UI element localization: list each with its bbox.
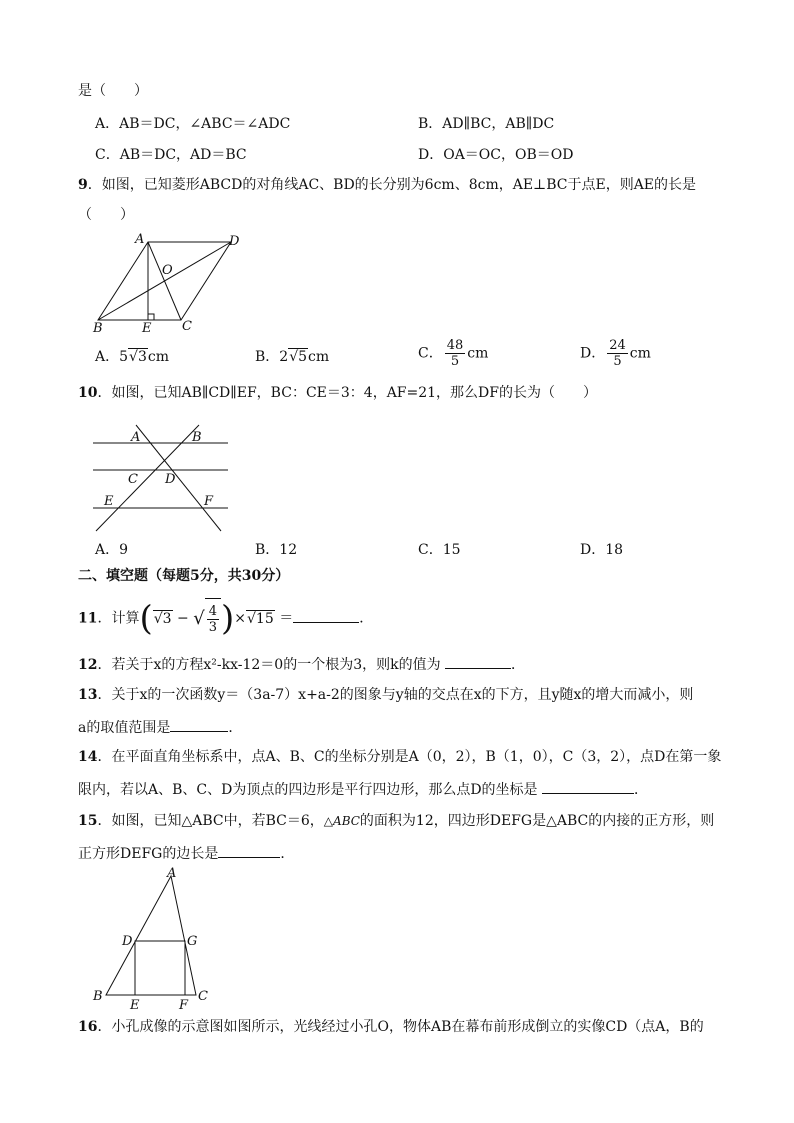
q9-label-o: O	[162, 263, 173, 278]
q15-label-a: A	[167, 866, 177, 881]
q8-option-a: A．AB＝DC，∠ABC＝∠ADC	[95, 116, 291, 132]
q15-triangle: △ABC	[323, 814, 360, 828]
q9-option-d: D． $\frac{24}{5}$ cm	[580, 338, 651, 369]
q10-option-a: A．9	[95, 542, 129, 558]
q8-option-c: C．AB＝DC，AD＝BC	[95, 147, 247, 163]
q15-stem	[78, 812, 714, 830]
q11-stem: 11．计算(√3 − √ $\frac{4}{3}$ )×√15 ＝ ．	[78, 598, 374, 639]
q11-fraction: $\frac{4}{3}$	[208, 603, 217, 635]
q13-answer-blank[interactable]	[170, 717, 228, 732]
q9-text: ．如图，已知菱形ABCD的对角线AC、BD的长分别为6cm、8cm，AE⊥BC于点E，则AE的长是	[87, 177, 697, 193]
q14-number: 14	[78, 749, 98, 765]
q13-text: ．关于x的一次函数y＝（3a-7）x+a-2的图象与y轴的交点在x的下方，且y随x的增大而减小，则	[97, 687, 694, 703]
q10-label-d: D	[165, 472, 176, 487]
q15-line2: 正方形DEFG的边长是 ．	[78, 843, 294, 863]
q9-label-a: A	[135, 232, 145, 247]
q13-number: 13	[78, 687, 98, 703]
q8-option-b: B．AD∥BC，AB∥DC	[418, 116, 555, 132]
q10-option-d: D．18	[580, 542, 624, 558]
q14-line2: 限内，若以A、B、C、D为顶点的四边形是平行四边形，那么点D的坐标是 ．	[78, 779, 648, 799]
q14-answer-blank[interactable]	[542, 779, 634, 794]
q10-label-c: C	[128, 472, 138, 487]
q14-stem	[78, 748, 721, 766]
q12-number: 12	[78, 657, 98, 673]
q12-stem: 12．若关于x的方程x²-kx-12＝0的一个根为3，则k的值为 ．	[78, 654, 525, 674]
q9-number: 9	[78, 177, 88, 193]
section-2-title: 二、填空题（每题5分，共30分）	[78, 568, 290, 584]
q9-stem	[78, 176, 696, 194]
q15-label-d: D	[122, 934, 133, 949]
q16-stem	[78, 1018, 704, 1036]
q16-number: 16	[78, 1019, 98, 1035]
q8-option-d: D．OA＝OC，OB＝OD	[418, 147, 574, 163]
q15-text-b: 的面积为12，四边形DEFG是△ABC的内接的正方形，则	[359, 813, 715, 829]
q10-stem	[78, 384, 597, 402]
q9-option-b: B．2√5cm	[255, 349, 330, 365]
q11-sqrt3: √3	[153, 610, 172, 627]
q10-option-c: C．15	[418, 542, 461, 558]
q9-label-b: B	[93, 321, 103, 336]
q10-label-f: F	[204, 494, 214, 509]
q12-answer-blank[interactable]	[445, 654, 511, 669]
q15-answer-blank[interactable]	[218, 843, 280, 858]
q12-text: ．若关于x的方程x²-kx-12＝0的一个根为3，则k的值为	[97, 657, 441, 673]
q9-label-d: D	[229, 234, 240, 249]
q14-text: ．在平面直角坐标系中，点A、B、C的坐标分别是A（0，2），B（1，0），C（3，2），点D在第一象	[97, 749, 722, 765]
q11-sqrt15: √15	[247, 610, 274, 627]
q11-text: ．计算	[97, 610, 140, 627]
q9-answer-paren: （ ）	[78, 207, 134, 223]
q9-option-c: C． $\frac{48}{5}$ cm	[418, 338, 489, 369]
q11-answer-blank[interactable]	[293, 608, 359, 623]
q15-label-e: E	[130, 998, 140, 1012]
q9-label-c: C	[182, 319, 192, 334]
q15-label-f: F	[179, 998, 189, 1012]
q8-tail: 是（ ）	[78, 83, 148, 99]
q13-stem	[78, 686, 693, 704]
q10-parallel-lines-figure	[88, 420, 233, 535]
q15-label-g: G	[187, 934, 198, 949]
q9-label-e: E	[142, 321, 152, 336]
q10-text: ．如图，已知AB∥CD∥EF，BC：CE＝3：4，AF=21，那么DF的长为（ ）	[97, 385, 597, 401]
q13-line2: a的取值范围是 ．	[78, 717, 242, 737]
q9-option-a: A．5√3cm	[95, 349, 169, 365]
q15-label-b: B	[93, 989, 103, 1004]
q9-rhombus-figure	[90, 228, 260, 338]
q15-label-c: C	[198, 989, 208, 1004]
q15-number: 15	[78, 813, 98, 829]
q10-label-a: A	[131, 430, 141, 445]
q16-text: ．小孔成像的示意图如图所示，光线经过小孔O，物体AB在幕布前形成倒立的实像CD（点A，B的	[97, 1019, 704, 1035]
q10-option-b: B．12	[255, 542, 298, 558]
q10-number: 10	[78, 385, 98, 401]
q11-number: 11	[78, 610, 98, 627]
q10-label-b: B	[192, 430, 202, 445]
q10-label-e: E	[104, 494, 114, 509]
q15-text-a: ．如图，已知△ABC中，若BC＝6，	[97, 813, 324, 829]
q15-inscribed-square-figure	[88, 864, 223, 1012]
